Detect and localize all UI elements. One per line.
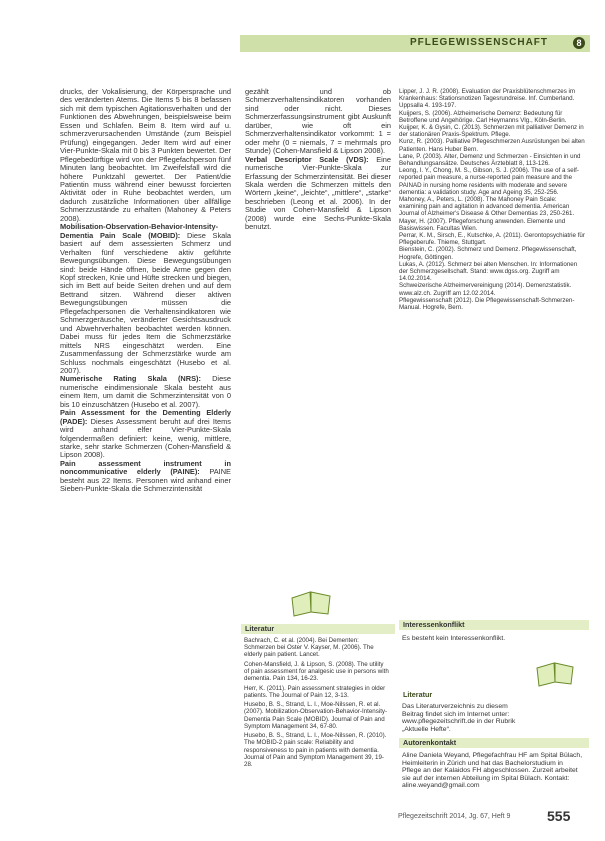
- reference-item: Lane, P. (2003). Alter, Demenz und Schmerzen - Einsichten in und Behandlungsansätze. Deutsches Ärzteblatt 8, 113-126.: [399, 152, 581, 168]
- section-title: PFLEGEWISSENSCHAFT: [410, 37, 549, 48]
- reference-list: [399, 88, 585, 508]
- paragraph-text: PAINE besteht aus 22 Items. Personen wird anhand einer Sieben-Punkte-Skala die Schmerzintensität: [60, 467, 231, 494]
- paragraph: [60, 223, 231, 375]
- paragraph-text: Eine numerische Vier-Punkte-Skala zur Erfassung der Schmerzintensität. Bei dieser Skala werden die Schmerzen mittels den Wörtern „keine“, „leichte“, „mittlere“, „starke“ beschrieben (Leong et al. 2006). In der Studie von Cohen-Mansfield & Lipson (2008) wurde eine Sechs-Punkte-Skala benutzt.: [245, 154, 391, 232]
- reference-item: Mahoney, A., Peters, L. (2008). The Mahoney Pain Scale: examining pain and agitation in advanced dementia. American Journal of Alzheimer's Disease & Other Dementias 23, 250-261.: [399, 196, 575, 218]
- literature-box-list: [244, 637, 390, 802]
- paragraph: [60, 409, 231, 460]
- main-text-column-2: [245, 88, 391, 268]
- subheading: Verbal Descriptor Scale (VDS):: [245, 154, 369, 164]
- reference-item: Kuijpers, S. (2006). Alzheimerische Demenz: Bedeutung für Betroffene und Angehörige. Carl Heymanns Vlg., Köln-Berlin.: [399, 109, 567, 124]
- interest-box-text: Es besteht kein Interessenkonflikt.: [402, 635, 506, 642]
- reference-item: Mayer, H. (2007). Pflegeforschung anwenden. Elemente und Basiswissen. Facultas Wien.: [399, 217, 566, 232]
- paragraph-text: Diese Skala basiert auf dem assessierten Schmerz und Verhalten fünf verschiedene aktiv geführte Bewegungsübungen. Diese Bewegungsübungen sind: beide Hände öffnen, beide Arme gegen den Kopf strecken, Knie und Hüfte strecken und biegen, sich im Bett auf beide Seiten drehen und auf dem Bettrand sitzen. Während dieser aktiven Bewegungsübungen müssen die Pflegefachpersonen die Verhaltensindikatoren wie Schmerzgeräusche, veränderter Gesichtsausdruck und Abwehrverhalten beobachtet werden können. Dabei muss für jedes Item die Schmerzstärke mittels NRS eingeschätzt werden. Eine Zusammenfassung der Schmerzstärke wurde am Schluss nochmals eingeschätzt (Husebo et al. 2007).: [60, 230, 231, 375]
- reference-item: Lukas, A. (2012). Schmerz bei alten Menschen. In: Informationen der Schmerzgesellschaft. Stand: www.dgss.org. Zugriff am 14.02.2014.: [399, 260, 578, 283]
- paragraph-text: Dieses Assessment beruht auf drei Items wird anhand elfer Vier-Punkte-Skala folgendermaßen definiert: keine, wenig, mittlere, starke, sehr starke Schmerzen (Cohen-Mansfield & Lipson 2008).: [60, 416, 231, 460]
- reference-item: Cohen-Mansfield, J. & Lipson, S. (2008). The utility of pain assessment for analgesic use in persons with dementia. Pain 134, 16-23.: [244, 660, 389, 683]
- open-book-icon: [290, 588, 332, 618]
- reference-item: Pflegewissenschaft (2012). Die Pflegewissenschaft-Schmerzen-Manual. Hogrefe, Bern.: [399, 296, 575, 312]
- subheading: Numerische Rating Skala (NRS):: [60, 374, 201, 384]
- paragraph-text: Diese numerische eindimensionale Skala besteht aus einem Item, um damit die Schmerzintensität von 0 bis 10 einzuschätzen (Husebo et al. 2007).: [60, 374, 231, 409]
- author-box-text: Aline Daniela Weyand, Pflegefachfrau HF am Spital Bülach, Heimleiterin in Zürich und hat das Bachelorstudium in Pflege an der Kalaidos FH abgeschlossen. Zurzeit arbeitet sie auf der internen Abteilung im Spital Bülach. Kontakt: aline.weyand@gmail.com: [402, 752, 583, 790]
- main-text-column-1: [60, 88, 231, 828]
- interest-box-title: Interessenkonflikt: [399, 620, 589, 630]
- author-box-title: Autorenkontakt: [399, 738, 589, 748]
- reference-item: Bachrach, C. et al. (2004). Bei Dementen: Schmerzen bei Oster V. Kayser, M. (2006). The elderly pain patient. Lancet.: [244, 637, 374, 659]
- paragraph: drucks, der Vokalisierung, der Körpersprache und des veränderten Atems. Die Items 5 bis 8 befassen sich mit dem typischen Agitationsverhalten und der Funktionen des Abwehrungen, beispielsweise beim Essen und Schlafen. Beim 8. Item wird auf u. schmerzverursachenden Umstände (zum Beispiel Prüfung) eingegangen. Jeder Item wird auf einer Vier-Punkte-Skala mit 0 bis 3 Punkten bewertet. Der Pflegebedürftige wird von der Pflegefachperson fünf Minuten lang beobachtet. Im Zweifelsfall wird die höhere Punktzahl gewertet. Der Patient/die Patientin muss während einer bewusst forcierten Aktivität oder in Ruhe beobachtet werden, um dadurch zusätzliche Informationen über allfällige Schmerzzustände zu erhalten (Mahoney & Peters 2008).: [60, 88, 231, 223]
- page-number: 555: [547, 808, 571, 824]
- paragraph: [245, 156, 391, 232]
- reference-item: Kunz, R. (2003). Palliative Pflegeschmerzen Ausrüstungen bei alten Patienten. Hans Huber Bern.: [399, 138, 585, 153]
- journal-reference: Pflegezeitschrift 2014, Jg. 67, Heft 9: [398, 813, 511, 820]
- literature-box-title: Literatur: [241, 624, 395, 634]
- reference-item: Perrar, K. M., Sirsch, E., Kutschke, A. (2011). Gerontopsychiatrie für Pflegeberufe. Thieme, Stuttgart.: [399, 232, 585, 247]
- subheading: Mobilisation-Observation-Behavior-Intensity-Dementia Pain Scale (MOBID):: [60, 222, 219, 240]
- reference-item: Kuijper, K. & Gysin, C. (2013). Schmerzen mit palliativer Demenz in der stationären Praxis-Spektrum. Pflege.: [399, 124, 584, 139]
- reference-item: Schweizerische Alzheimervereinigung (2014). Demenzstatistik. www.alz.ch. Zugriff am 12.02.2014.: [399, 282, 572, 297]
- paragraph: [60, 460, 231, 494]
- reference-item: Bienstein, C. (2002). Schmerz und Demenz. Pflegewissenschaft, Hogrefe, Göttingen.: [399, 246, 577, 261]
- paragraph: gezählt und ob Schmerzverhaltensindikatoren vorhanden sind oder nicht. Dieses Schmerzerfassungsinstrument gibt Auskunft darüber, wie oft ein Schmerzverhaltensindikator vorkommt: 1 = oder mehr (0 = niemals, 7 = mehrmals pro Stunde) (Cohen-Mansfield & Lipson 2008).: [245, 88, 391, 156]
- open-book-icon: [535, 660, 575, 688]
- reference-item: Husebo, B. S., Strand, L. I., Moe-Nilssen, R. (2010). The MOBID-2 pain scale: Reliability and responsiveness to pain in patients with dementia. Journal of Pain and Symptom Management 39, 19-28.: [244, 732, 387, 768]
- subheading: Pain assessment instrument in noncommunicative elderly (PAINE):: [60, 458, 231, 477]
- reference-item: Herr, K. (2011). Pain assessment strategies in older patients. The Journal of Pain 12, 3-13.: [244, 684, 386, 699]
- paragraph: [60, 375, 231, 409]
- reference-item: Lipper, J. J. R. (2008). Evaluation der Praxisblütenschmerzes im Krankenhaus: Stationsnotizen Tagesrundreise. Inf. Cumberland. Uppsalla 4. 193-197.: [399, 88, 576, 110]
- reference-item: Leong, I. Y., Chong, M. S., Gibson, S. J. (2006). The use of a self-reported pain measure, a nurse-reported pain measure and the PAINAD in nursing home residents with moderate and severe dementia: a validation study. Age and Ageing 35, 252-256.: [399, 167, 579, 196]
- online-literature-title: Literatur: [403, 690, 433, 699]
- online-literature-text: Das Literaturverzeichnis zu diesem Beitrag findet sich im Internet unter: www.pflegezeitschrift.de in der Rubrik „Aktuelle Hefte“.: [402, 703, 516, 733]
- subheading: Pain Assessment for the Dementing Elderly (PADE):: [60, 408, 231, 426]
- section-logo-icon: 8: [573, 37, 585, 49]
- reference-item: Husebo, B. S., Strand, L. I., Moe-Nilssen, R. et al. (2007). Mobilization-Observation-Behavior-Intensity-Dementia Pain Scale (MOBID). Journal of Pain and Symptom Management 34, 67-80.: [244, 701, 388, 730]
